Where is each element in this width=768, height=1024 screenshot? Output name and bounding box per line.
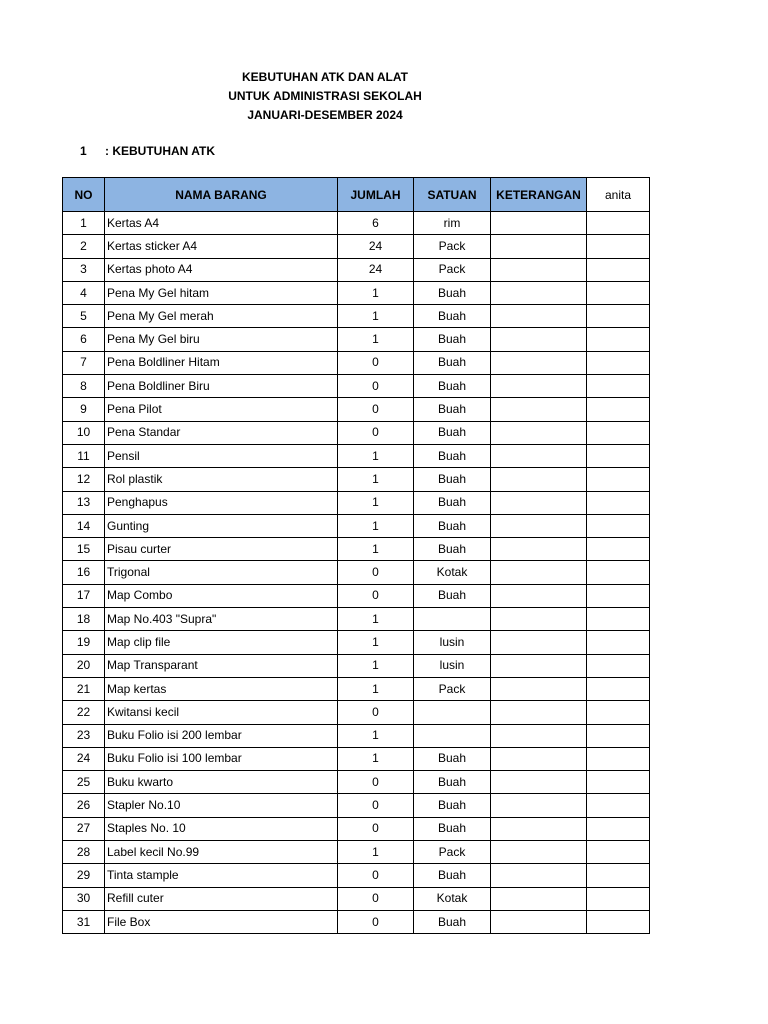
cell-keterangan (491, 841, 587, 864)
cell-jumlah: 1 (338, 328, 414, 351)
cell-extra (587, 468, 650, 491)
table-row (63, 561, 650, 584)
document-title (0, 68, 650, 125)
cell-no: 24 (63, 747, 105, 770)
cell-nama-barang: Label kecil No.99 (105, 841, 338, 864)
cell-nama-barang: Stapler No.10 (105, 794, 338, 817)
cell-nama-barang: Buku kwarto (105, 771, 338, 794)
cell-nama-barang: Buku Folio isi 100 lembar (105, 747, 338, 770)
cell-nama-barang: Kwitansi kecil (105, 701, 338, 724)
cell-keterangan (491, 561, 587, 584)
cell-jumlah: 0 (338, 771, 414, 794)
cell-satuan: Buah (414, 375, 491, 398)
table-row (63, 281, 650, 304)
table-row (63, 864, 650, 887)
cell-extra (587, 398, 650, 421)
section-label: : KEBUTUHAN ATK (105, 144, 215, 158)
cell-satuan: Buah (414, 817, 491, 840)
cell-extra (587, 841, 650, 864)
cell-jumlah: 24 (338, 235, 414, 258)
cell-satuan: Buah (414, 491, 491, 514)
cell-no: 9 (63, 398, 105, 421)
table-row (63, 514, 650, 537)
cell-nama-barang: Refill cuter (105, 887, 338, 910)
table-row (63, 841, 650, 864)
cell-nama-barang: Penghapus (105, 491, 338, 514)
table-row (63, 421, 650, 444)
cell-keterangan (491, 701, 587, 724)
table-row (63, 328, 650, 351)
cell-nama-barang: Map Combo (105, 584, 338, 607)
cell-keterangan (491, 817, 587, 840)
cell-nama-barang: Kertas photo A4 (105, 258, 338, 281)
cell-satuan: Kotak (414, 561, 491, 584)
cell-jumlah: 1 (338, 747, 414, 770)
cell-no: 23 (63, 724, 105, 747)
cell-no: 31 (63, 910, 105, 933)
table-row (63, 235, 650, 258)
cell-jumlah: 1 (338, 724, 414, 747)
cell-keterangan (491, 212, 587, 235)
cell-keterangan (491, 491, 587, 514)
cell-extra (587, 514, 650, 537)
cell-nama-barang: File Box (105, 910, 338, 933)
cell-jumlah: 1 (338, 514, 414, 537)
cell-extra (587, 561, 650, 584)
cell-extra (587, 677, 650, 700)
cell-extra (587, 235, 650, 258)
cell-no: 20 (63, 654, 105, 677)
cell-no: 13 (63, 491, 105, 514)
cell-satuan: lusin (414, 654, 491, 677)
cell-extra (587, 654, 650, 677)
cell-no: 8 (63, 375, 105, 398)
cell-nama-barang: Tinta stample (105, 864, 338, 887)
cell-satuan (414, 724, 491, 747)
cell-keterangan (491, 444, 587, 467)
table-row (63, 444, 650, 467)
cell-satuan: Buah (414, 794, 491, 817)
cell-keterangan (491, 305, 587, 328)
cell-jumlah: 0 (338, 398, 414, 421)
section-heading (80, 143, 215, 159)
cell-satuan: Buah (414, 281, 491, 304)
cell-keterangan (491, 584, 587, 607)
cell-no: 21 (63, 677, 105, 700)
cell-jumlah: 1 (338, 631, 414, 654)
cell-nama-barang: Kertas A4 (105, 212, 338, 235)
header-nama-barang: NAMA BARANG (105, 178, 338, 212)
cell-keterangan (491, 514, 587, 537)
cell-keterangan (491, 654, 587, 677)
cell-extra (587, 421, 650, 444)
cell-satuan: Buah (414, 305, 491, 328)
cell-nama-barang: Pena Boldliner Hitam (105, 351, 338, 374)
cell-extra (587, 212, 650, 235)
cell-nama-barang: Pena My Gel biru (105, 328, 338, 351)
cell-no: 30 (63, 887, 105, 910)
cell-jumlah: 0 (338, 887, 414, 910)
cell-jumlah: 1 (338, 538, 414, 561)
cell-nama-barang: Pena Pilot (105, 398, 338, 421)
cell-extra (587, 258, 650, 281)
table-row (63, 398, 650, 421)
header-extra: anita (587, 178, 650, 212)
cell-nama-barang: Pensil (105, 444, 338, 467)
cell-jumlah: 1 (338, 305, 414, 328)
cell-satuan (414, 608, 491, 631)
table-row (63, 677, 650, 700)
cell-keterangan (491, 608, 587, 631)
cell-no: 15 (63, 538, 105, 561)
table-row (63, 817, 650, 840)
cell-no: 14 (63, 514, 105, 537)
table-row (63, 608, 650, 631)
table-body (63, 212, 650, 934)
cell-satuan: Buah (414, 538, 491, 561)
header-satuan: SATUAN (414, 178, 491, 212)
cell-no: 2 (63, 235, 105, 258)
cell-keterangan (491, 864, 587, 887)
cell-satuan (414, 701, 491, 724)
cell-no: 18 (63, 608, 105, 631)
cell-nama-barang: Staples No. 10 (105, 817, 338, 840)
cell-keterangan (491, 771, 587, 794)
cell-satuan: Kotak (414, 887, 491, 910)
cell-satuan: Buah (414, 444, 491, 467)
cell-jumlah: 1 (338, 608, 414, 631)
cell-satuan: Pack (414, 841, 491, 864)
cell-jumlah: 0 (338, 375, 414, 398)
cell-satuan: Buah (414, 910, 491, 933)
cell-jumlah: 6 (338, 212, 414, 235)
cell-extra (587, 328, 650, 351)
cell-jumlah: 0 (338, 864, 414, 887)
table-row (63, 747, 650, 770)
cell-no: 10 (63, 421, 105, 444)
table-row (63, 584, 650, 607)
table-row (63, 258, 650, 281)
table-row (63, 538, 650, 561)
cell-no: 12 (63, 468, 105, 491)
table-row (63, 491, 650, 514)
kebutuhan-atk-table (62, 177, 650, 934)
cell-keterangan (491, 258, 587, 281)
cell-extra (587, 444, 650, 467)
cell-jumlah: 1 (338, 468, 414, 491)
cell-nama-barang: Trigonal (105, 561, 338, 584)
cell-satuan: Buah (414, 398, 491, 421)
cell-nama-barang: Map Transparant (105, 654, 338, 677)
cell-no: 26 (63, 794, 105, 817)
cell-nama-barang: Gunting (105, 514, 338, 537)
cell-extra (587, 538, 650, 561)
table-row (63, 701, 650, 724)
cell-extra (587, 864, 650, 887)
header-no: NO (63, 178, 105, 212)
cell-keterangan (491, 747, 587, 770)
cell-no: 25 (63, 771, 105, 794)
cell-extra (587, 631, 650, 654)
cell-keterangan (491, 281, 587, 304)
cell-satuan: Buah (414, 747, 491, 770)
cell-nama-barang: Pena Boldliner Biru (105, 375, 338, 398)
cell-extra (587, 608, 650, 631)
table-row (63, 212, 650, 235)
cell-jumlah: 1 (338, 491, 414, 514)
cell-satuan: Buah (414, 421, 491, 444)
title-line-3: JANUARI-DESEMBER 2024 (247, 108, 403, 122)
cell-nama-barang: Pena Standar (105, 421, 338, 444)
cell-jumlah: 24 (338, 258, 414, 281)
cell-jumlah: 0 (338, 817, 414, 840)
cell-extra (587, 771, 650, 794)
cell-extra (587, 747, 650, 770)
cell-no: 6 (63, 328, 105, 351)
cell-keterangan (491, 421, 587, 444)
table-row (63, 468, 650, 491)
table-row (63, 654, 650, 677)
cell-no: 7 (63, 351, 105, 374)
cell-keterangan (491, 351, 587, 374)
cell-extra (587, 281, 650, 304)
cell-keterangan (491, 398, 587, 421)
cell-nama-barang: Pena My Gel merah (105, 305, 338, 328)
cell-keterangan (491, 794, 587, 817)
cell-nama-barang: Map kertas (105, 677, 338, 700)
cell-jumlah: 0 (338, 794, 414, 817)
cell-nama-barang: Rol plastik (105, 468, 338, 491)
cell-extra (587, 701, 650, 724)
cell-satuan: Buah (414, 468, 491, 491)
cell-jumlah: 0 (338, 561, 414, 584)
cell-nama-barang: Buku Folio isi 200 lembar (105, 724, 338, 747)
cell-extra (587, 794, 650, 817)
cell-jumlah: 1 (338, 444, 414, 467)
table-row (63, 724, 650, 747)
cell-satuan: Pack (414, 677, 491, 700)
cell-no: 4 (63, 281, 105, 304)
cell-jumlah: 0 (338, 701, 414, 724)
header-keterangan: KETERANGAN (491, 178, 587, 212)
cell-no: 5 (63, 305, 105, 328)
cell-nama-barang: Map clip file (105, 631, 338, 654)
cell-jumlah: 0 (338, 584, 414, 607)
cell-keterangan (491, 375, 587, 398)
cell-extra (587, 887, 650, 910)
cell-no: 28 (63, 841, 105, 864)
table-row (63, 351, 650, 374)
cell-jumlah: 1 (338, 841, 414, 864)
cell-jumlah: 1 (338, 281, 414, 304)
cell-extra (587, 305, 650, 328)
cell-satuan: lusin (414, 631, 491, 654)
cell-satuan: Buah (414, 771, 491, 794)
cell-keterangan (491, 887, 587, 910)
cell-extra (587, 724, 650, 747)
title-line-2: UNTUK ADMINISTRASI SEKOLAH (228, 89, 422, 103)
cell-no: 11 (63, 444, 105, 467)
cell-extra (587, 584, 650, 607)
cell-no: 17 (63, 584, 105, 607)
cell-keterangan (491, 724, 587, 747)
cell-jumlah: 0 (338, 351, 414, 374)
cell-satuan: Buah (414, 328, 491, 351)
cell-extra (587, 351, 650, 374)
cell-keterangan (491, 468, 587, 491)
cell-jumlah: 0 (338, 910, 414, 933)
header-jumlah: JUMLAH (338, 178, 414, 212)
cell-satuan: Buah (414, 584, 491, 607)
cell-no: 22 (63, 701, 105, 724)
cell-no: 19 (63, 631, 105, 654)
cell-extra (587, 375, 650, 398)
table-row (63, 305, 650, 328)
cell-no: 29 (63, 864, 105, 887)
title-line-1: KEBUTUHAN ATK DAN ALAT (242, 70, 408, 84)
cell-satuan: Buah (414, 514, 491, 537)
cell-keterangan (491, 538, 587, 561)
cell-no: 16 (63, 561, 105, 584)
cell-keterangan (491, 235, 587, 258)
cell-jumlah: 1 (338, 677, 414, 700)
cell-satuan: Pack (414, 235, 491, 258)
table-row (63, 375, 650, 398)
table-row (63, 794, 650, 817)
table-row (63, 771, 650, 794)
table-row (63, 887, 650, 910)
cell-satuan: Buah (414, 864, 491, 887)
cell-extra (587, 910, 650, 933)
cell-nama-barang: Kertas sticker A4 (105, 235, 338, 258)
table-row (63, 910, 650, 933)
cell-jumlah: 0 (338, 421, 414, 444)
cell-nama-barang: Map No.403 "Supra" (105, 608, 338, 631)
cell-satuan: rim (414, 212, 491, 235)
cell-extra (587, 491, 650, 514)
cell-satuan: Buah (414, 351, 491, 374)
section-number: 1 (80, 144, 87, 158)
cell-satuan: Pack (414, 258, 491, 281)
cell-no: 1 (63, 212, 105, 235)
cell-nama-barang: Pena My Gel hitam (105, 281, 338, 304)
cell-keterangan (491, 328, 587, 351)
cell-keterangan (491, 631, 587, 654)
cell-keterangan (491, 677, 587, 700)
table-row (63, 631, 650, 654)
table-header-row (63, 178, 650, 212)
cell-no: 3 (63, 258, 105, 281)
cell-jumlah: 1 (338, 654, 414, 677)
cell-nama-barang: Pisau curter (105, 538, 338, 561)
cell-no: 27 (63, 817, 105, 840)
cell-extra (587, 817, 650, 840)
cell-keterangan (491, 910, 587, 933)
